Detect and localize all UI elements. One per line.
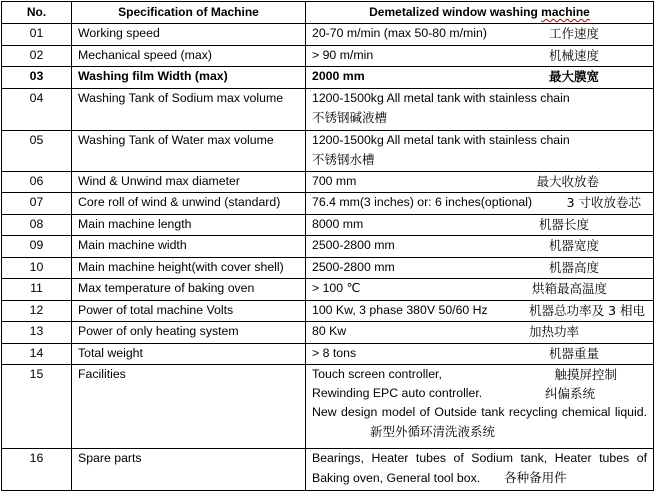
row-value-cn: 3 寸收放卷芯 [566,195,641,210]
table-row [2,322,654,344]
row-value [306,322,654,344]
row-value-en: 2500-2800 mm [312,260,395,274]
row-spec: Washing film Width (max) [72,67,306,89]
row-value-cn: 机器重量 [548,346,599,361]
row-no: 04 [2,89,72,131]
row-value-cn: 机器总功率及 3 相电 [529,303,645,318]
table-row [2,67,654,89]
row-value [306,67,654,89]
header-no: No. [2,2,72,24]
row-value [306,236,654,258]
row-no: 07 [2,193,72,215]
row-no: 15 [2,365,72,449]
row-no: 11 [2,279,72,301]
row-no: 13 [2,322,72,344]
row-spec: Spare parts [72,449,306,491]
row-spec: Main machine width [72,236,306,258]
facility-touch-screen: Touch screen controller, [312,367,442,381]
row-no: 02 [2,46,72,67]
row-no: 08 [2,215,72,236]
row-value-cn: 机械速度 [548,48,599,63]
row-no: 05 [2,131,72,172]
row-value [306,193,654,215]
facility-recycling [312,403,647,442]
row-value-en: > 90 m/min [312,48,374,62]
row-value-cn: 加热功率 [528,324,579,339]
row-value [306,279,654,301]
row-value [306,46,654,67]
row-spec: Max temperature of baking oven [72,279,306,301]
facility-recycling-en: New design model of Outside tank recycling chemical liquid. [312,405,647,419]
row-value-cn: 机器宽度 [548,238,599,253]
row-spec: Main machine length [72,215,306,236]
table-row [2,258,654,279]
row-spec: Working speed [72,24,306,46]
row-value-en: > 100 ℃ [312,281,361,295]
row-no: 03 [2,67,72,89]
table-row [2,89,654,131]
row-no: 09 [2,236,72,258]
row-value [306,344,654,365]
row-spec: Power of total machine Volts [72,301,306,322]
row-value-en: 700 mm [312,174,357,188]
row-value [306,301,654,322]
spare-parts [312,449,647,488]
row-value-cn: 机器高度 [548,260,599,275]
spare-parts-cn: 各种备用件 [504,470,567,485]
header-value-wavy: machine [541,5,590,19]
row-spec: Facilities [72,365,306,449]
row-value-cn: 工作速度 [548,26,599,41]
table-row [2,344,654,365]
header-value-prefix: Demetalized window washing [369,5,542,19]
row-value-cn: 最大收放卷 [536,174,599,189]
row-no: 01 [2,24,72,46]
row-spec: Power of only heating system [72,322,306,344]
table-row [2,279,654,301]
row-no: 06 [2,172,72,193]
facility-epc-cn: 纠偏系统 [544,386,595,401]
row-no: 16 [2,449,72,491]
row-no: 10 [2,258,72,279]
row-value-en: > 8 tons [312,346,357,360]
row-value-en: 100 Kw, 3 phase 380V 50/60 Hz [312,303,488,317]
row-spec: Wind & Unwind max diameter [72,172,306,193]
row-value-cn: 不锈钢碱液槽 [312,110,388,125]
table-row [2,24,654,46]
row-spec: Mechanical speed (max) [72,46,306,67]
row-no: 14 [2,344,72,365]
facility-recycling-cn: 新型外循环清洗液系统 [370,424,496,439]
row-spec: Washing Tank of Sodium max volume [72,89,306,131]
header-row [2,2,654,24]
row-value [306,365,654,449]
row-no: 12 [2,301,72,322]
row-value-en: 1200-1500kg All metal tank with stainless chain [312,133,570,147]
row-value [306,215,654,236]
row-value [306,449,654,491]
row-value-cn: 烘箱最高温度 [531,281,607,296]
row-value [306,131,654,172]
table-row [2,46,654,67]
row-spec: Main machine height(with cover shell) [72,258,306,279]
row-value-en: 8000 mm [312,217,364,231]
facility-touch-screen-cn: 触摸屏控制 [554,367,617,382]
row-spec: Total weight [72,344,306,365]
row-value-cn: 最大膜宽 [548,69,599,84]
row-value [306,24,654,46]
row-spec: Core roll of wind & unwind (standard) [72,193,306,215]
table-row [2,193,654,215]
row-value-en: 2000 mm [312,69,365,83]
row-spec: Washing Tank of Water max volume [72,131,306,172]
row-value-cn: 机器长度 [538,217,589,232]
row-value-en: 80 Kw [312,324,347,338]
table-row [2,449,654,491]
row-value-en: 2500-2800 mm [312,238,395,252]
table-row [2,301,654,322]
row-value-en: 20-70 m/min (max 50-80 m/min) [312,26,487,40]
facility-epc: Rewinding EPC auto controller. [312,386,483,400]
row-value [306,89,654,131]
table-row [2,131,654,172]
spare-parts-en: Bearings, Heater tubes of Sodium tank, Heater tubes of Baking oven, General tool box. [312,451,647,485]
table-row [2,172,654,193]
header-spec: Specification of Machine [72,2,306,24]
table-row [2,365,654,449]
row-value-cn: 不锈钢水槽 [312,152,375,167]
header-value [306,2,654,24]
spec-table [1,1,654,491]
table-row [2,236,654,258]
row-value-en: 1200-1500kg All metal tank with stainless chain [312,91,570,105]
row-value-en: 76.4 mm(3 inches) or: 6 inches(optional) [312,195,533,209]
table-row [2,215,654,236]
row-value [306,258,654,279]
row-value [306,172,654,193]
